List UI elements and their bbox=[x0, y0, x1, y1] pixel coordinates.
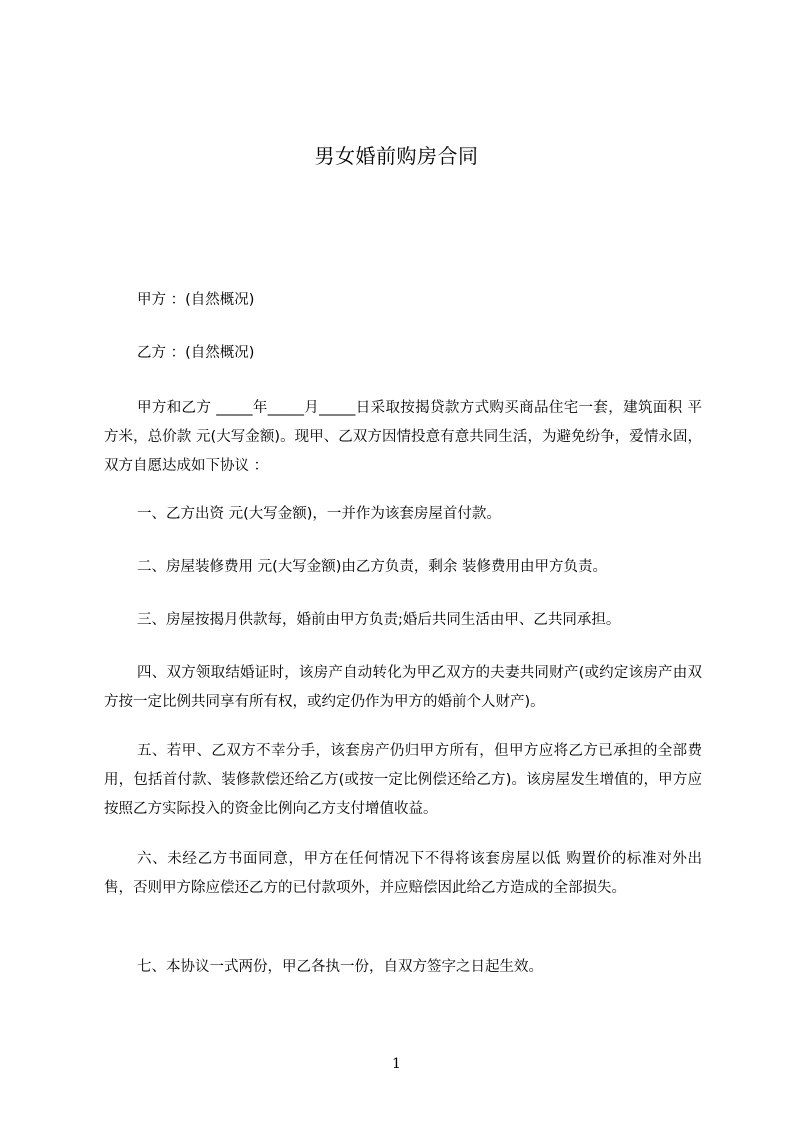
clause-7: 七、本协议一式两份，甲乙各执一份，自双方签字之日起生效。 bbox=[137, 959, 543, 975]
clause-3: 三、房屋按揭月供款每，婚前由甲方负责;婚后共同生活由甲、乙共同承担。 bbox=[137, 612, 621, 628]
party-b-line: 乙方 ：(自然概况) bbox=[137, 345, 255, 361]
party-a-line: 甲方 ：(自然概况) bbox=[137, 292, 255, 308]
page-number: 1 bbox=[392, 1056, 401, 1072]
clause-1: 一、乙方出资 元(大写金额)，一并作为该套房屋首付款。 bbox=[137, 506, 501, 522]
intro-paragraph: 甲方和乙方 _____年_____月_____日采取按揭贷款方式购买商品住宅一套，建筑面积 平方米，总价款 元(大写金额)。现甲、乙双方因情投意有意共同生活，为避免纷争，爱情永固，双方自愿达成如下协议 ： bbox=[104, 400, 702, 474]
clause-4: 四、双方领取结婚证时，该房产自动转化为甲乙双方的夫妻共同财产(或约定该房产由双方按一定比例共同享有所有权，或约定仍作为甲方的婚前个人财产)。 bbox=[104, 665, 702, 710]
clause-5: 五、若甲、乙双方不幸分手，该套房产仍归甲方所有，但甲方应将乙方已承担的全部费用，包括首付款、装修款偿还给乙方(或按一定比例偿还给乙方)。该房屋发生增值的，甲方应按照乙方实际投入的资金比例向乙方支付增值收益。 bbox=[104, 743, 702, 817]
clause-6: 六、未经乙方书面同意，甲方在任何情况下不得将该套房屋以低 购置价的标准对外出售，否则甲方除应偿还乙方的已付款项外，并应赔偿因此给乙方造成的全部损失。 bbox=[104, 851, 702, 896]
clause-2: 二、房屋装修费用 元(大写金额)由乙方负责，剩余 装修费用由甲方负责。 bbox=[137, 559, 608, 575]
page-title: 男女婚前购房合同 bbox=[314, 144, 479, 168]
